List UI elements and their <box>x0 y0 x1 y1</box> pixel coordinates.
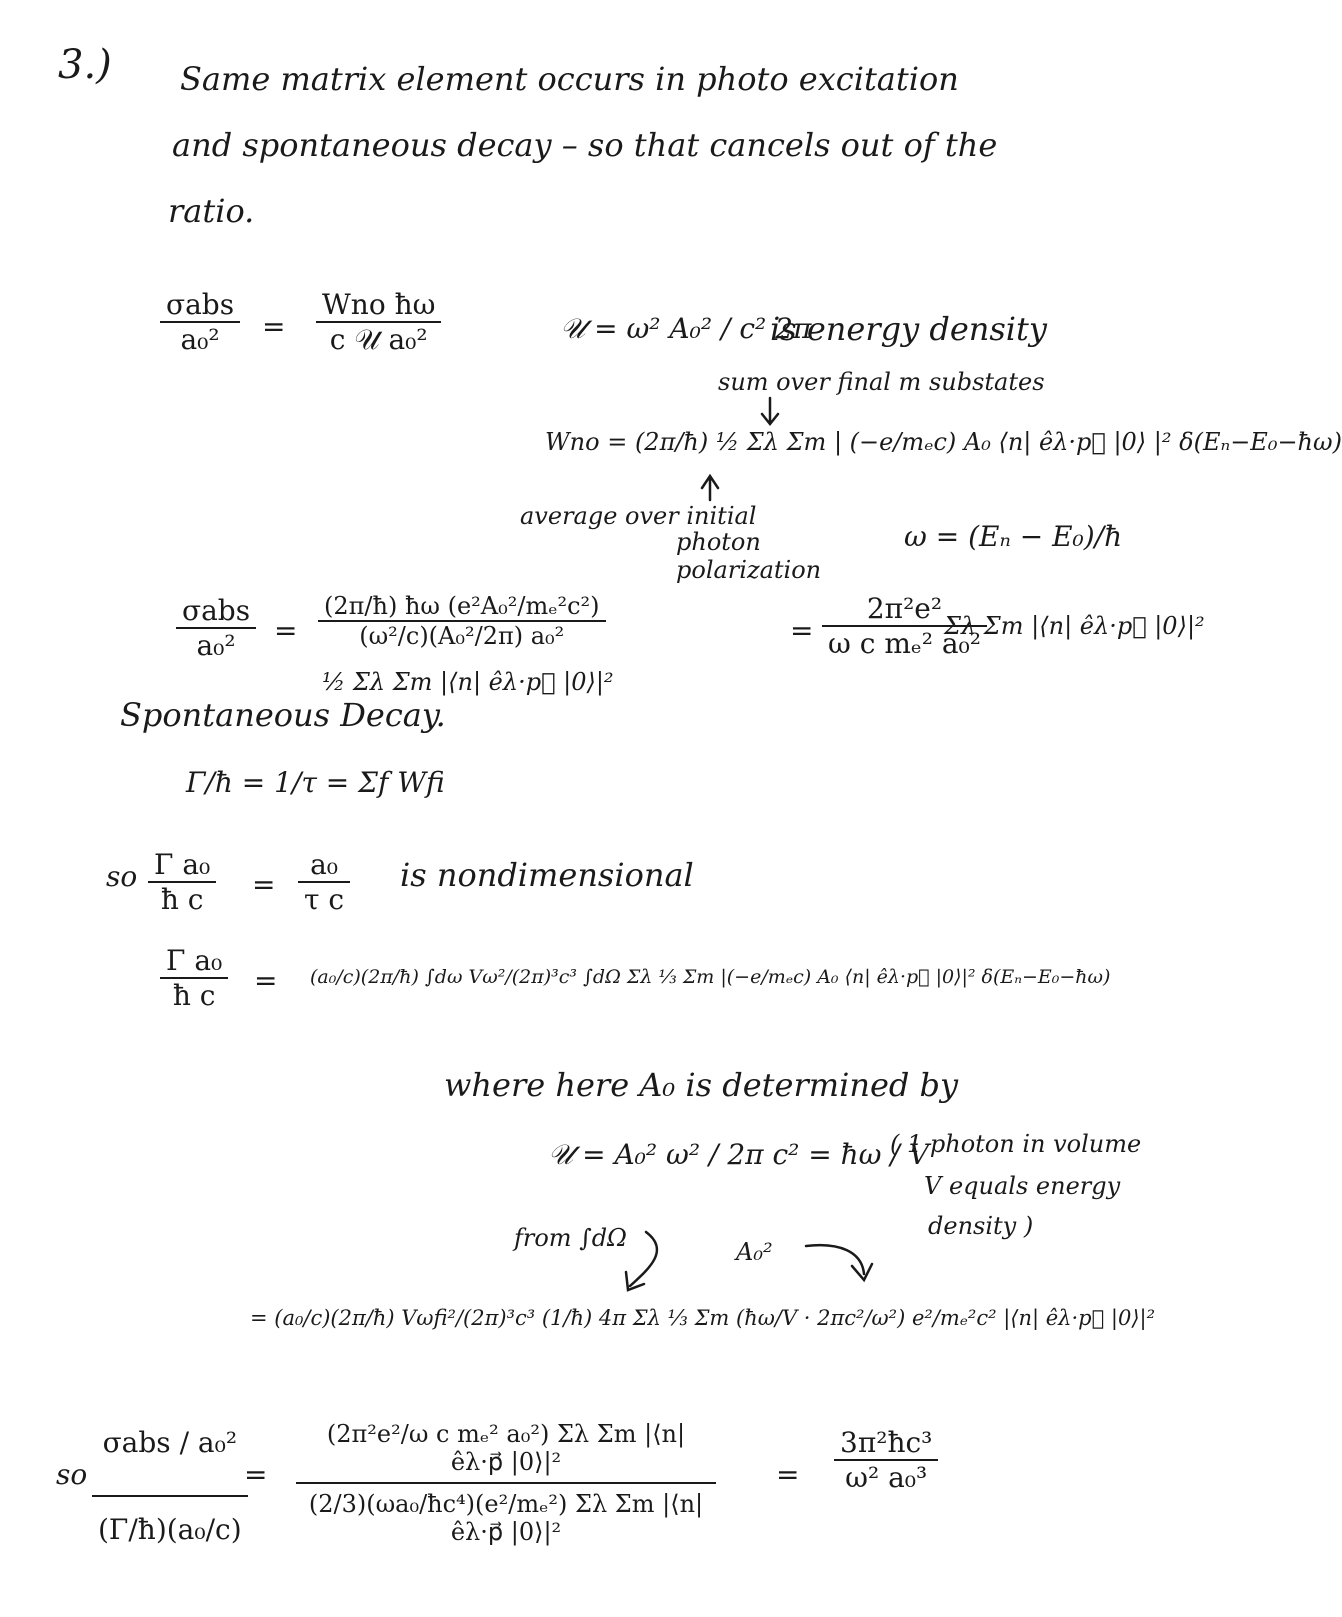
nondimensional-note: is nondimensional <box>400 856 694 894</box>
final-so-label: so <box>56 1458 88 1491</box>
sum-arrow <box>762 398 778 424</box>
spontaneous-heading: Spontaneous Decay. <box>120 696 446 734</box>
u-equation: 𝒰 = A₀² ω² / 2π c² = ħω / V <box>548 1138 929 1171</box>
sigma-middle-den: (ω²/c)(A₀²/2π) a₀² <box>359 622 565 650</box>
sigma-middle-sum: ½ Σλ Σm |⟨n| êλ·p⃗ |0⟩|² <box>322 668 614 696</box>
final-middle-den: (2/3)(ωa₀/ħc⁴)(e²/mₑ²) Σλ Σm |⟨n| êλ·p⃗ |0⟩|² <box>308 1490 704 1546</box>
final-result-den: ω² a₀³ <box>845 1461 928 1494</box>
integral-equation: (a₀/c)(2π/ħ) ∫dω Vω²/(2π)³c³ ∫dΩ Σλ ⅓ Σm |(−e/mₑc) A₀ ⟨n| êλ·p⃗ |0⟩|² δ(Eₙ−E₀−ħω) <box>310 966 1111 988</box>
equals-sign: = <box>254 964 278 997</box>
average-note-3: polarization <box>676 556 822 584</box>
sigma-lhs-num: σabs <box>182 594 251 627</box>
problem-number: 3.) <box>58 42 112 88</box>
sigma-middle-num: (2π/ħ) ħω (e²A₀²/mₑ²c²) <box>324 592 600 620</box>
wno-equation: Wno = (2π/ħ) ½ Σλ Σm | (−e/mₑc) A₀ ⟨n| êλ·p⃗ |0⟩ |² δ(Eₙ−E₀−ħω) <box>545 428 1342 456</box>
nondim-lhs-den: ħ c <box>160 883 204 916</box>
gamma-equation: Γ/ħ = 1/τ = Σf Wfi <box>186 766 445 799</box>
sum-over-note: sum over final m substates <box>718 368 1045 396</box>
omega-definition: ω = (Eₙ − E₀)/ħ <box>904 520 1123 553</box>
final-middle-num: (2π²e²/ω c mₑ² a₀²) Σλ Σm |⟨n| êλ·p⃗ |0⟩|² <box>326 1420 686 1476</box>
equals-sign: = <box>776 1458 800 1491</box>
domega-arrow <box>626 1232 657 1290</box>
nondim-lhs-num: Γ a₀ <box>154 848 211 881</box>
equals-sign: = <box>790 614 814 647</box>
average-note-2: photon <box>676 528 761 556</box>
integral-lhs-num: Γ a₀ <box>166 944 223 977</box>
energy-density-note: is energy density <box>770 310 1047 348</box>
a0-squared-note: A₀² <box>736 1238 773 1266</box>
final-lhs-den: (Γ/ħ)(a₀/c) <box>98 1513 242 1546</box>
energy-density-eq: 𝒰 = ω² A₀² / c² 2π <box>560 312 812 345</box>
nondim-rhs-num: a₀ <box>310 848 338 881</box>
where-note: where here A₀ is determined by <box>444 1066 959 1104</box>
equals-sign: = <box>274 614 298 647</box>
from-domega-note: from ∫dΩ <box>514 1224 627 1252</box>
sigma-ratio-lhs-den: a₀² <box>180 323 220 356</box>
intro-line-1: Same matrix element occurs in photo excitation <box>180 60 959 98</box>
average-note-1: average over initial <box>520 502 757 530</box>
result-equation: = (a₀/c)(2π/ħ) Vωfi²/(2π)³c³ (1/ħ) 4π Σλ ⅓ Σm (ħω/V · 2πc²/ω²) e²/mₑ²c² |⟨n| êλ·p⃗ |0⟩|² <box>250 1306 1155 1330</box>
intro-line-3: ratio. <box>168 192 255 230</box>
sigma-result-num: 2π²e² <box>866 592 943 625</box>
sigma-lhs-den: a₀² <box>196 629 236 662</box>
photon-note-2: V equals energy <box>924 1172 1121 1200</box>
average-arrow <box>702 476 718 500</box>
sigma-result-sum: Σλ Σm |⟨n| êλ·p⃗ |0⟩|² <box>944 612 1205 640</box>
nondim-rhs-den: τ c <box>304 883 345 916</box>
integral-lhs-den: ħ c <box>172 979 216 1012</box>
final-lhs-num: σabs / a₀² <box>102 1426 238 1459</box>
sigma-ratio-rhs-den: c 𝒰 a₀² <box>329 323 428 356</box>
equals-sign: = <box>262 310 286 343</box>
a0-arrow <box>806 1245 872 1280</box>
so-label: so <box>106 860 138 893</box>
sigma-result-den: ω c mₑ² a₀² <box>828 627 981 660</box>
final-result-num: 3π²ħc³ <box>840 1426 933 1459</box>
equals-sign: = <box>252 868 276 901</box>
photon-note-1: ( 1 photon in volume <box>890 1130 1142 1158</box>
equals-sign: = <box>244 1458 268 1491</box>
sigma-ratio-lhs-num: σabs <box>166 288 235 321</box>
sigma-ratio-rhs-num: Wno ħω <box>322 288 436 321</box>
photon-note-3: density ) <box>928 1212 1034 1240</box>
intro-line-2: and spontaneous decay – so that cancels out of the <box>172 126 998 164</box>
